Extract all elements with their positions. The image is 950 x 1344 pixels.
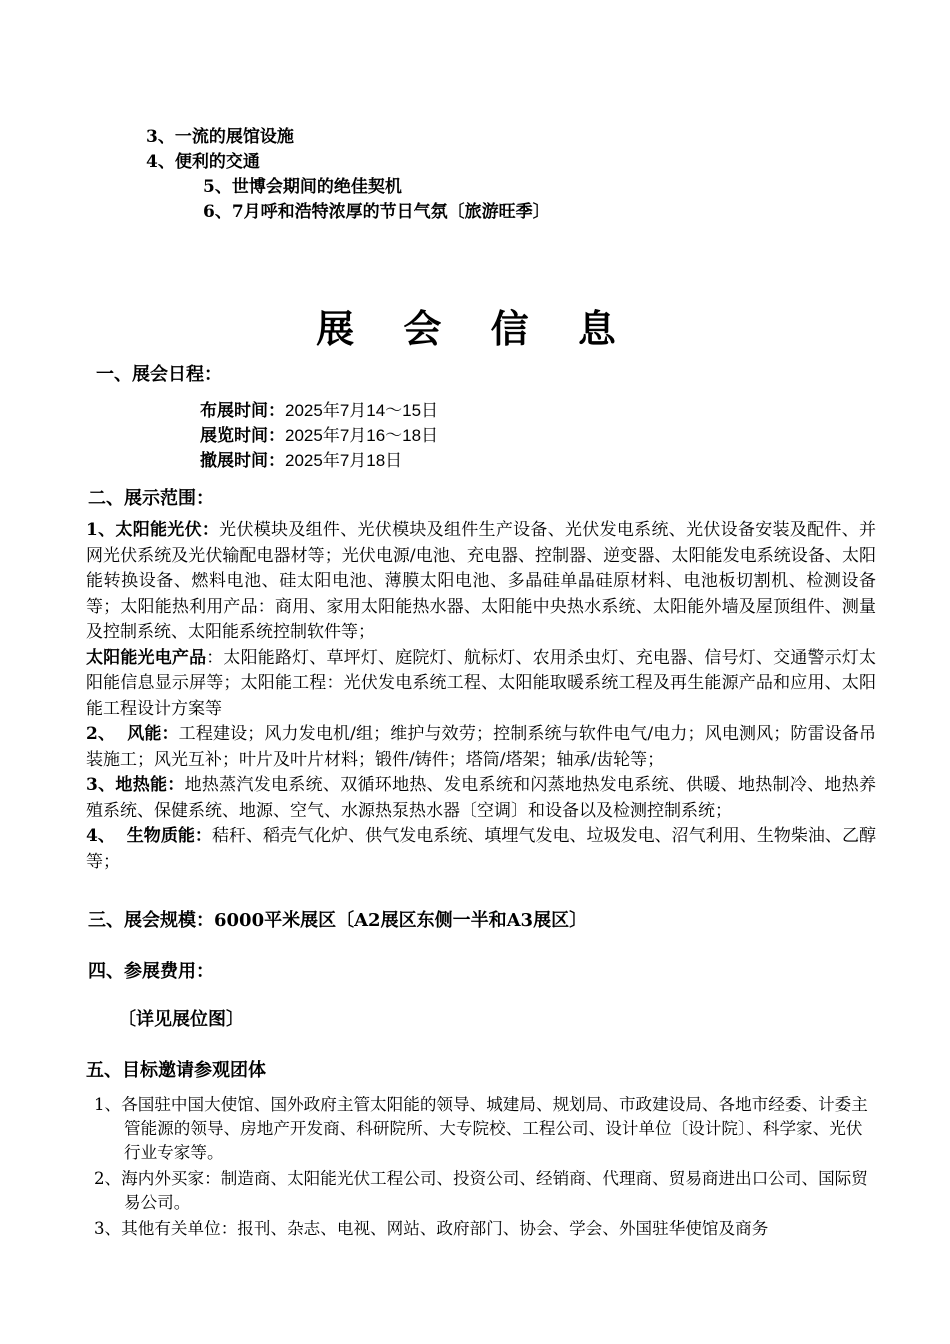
schedule-label: 展览时间：: [200, 426, 285, 446]
scope-label: 2、 风能：: [86, 724, 179, 744]
list-item: 1、各国驻中国大使馆、国外政府主管太阳能的领导、城建局、规划局、市政建设局、各地市经委、计委主管能源的领导、房地产开发商、科研院所、大专院校、工程公司、设计单位〔设计院〕、科学家、光伏行业专家等。: [94, 1095, 868, 1162]
scope-text: 地热蒸汽发电系统、双循环地热、发电系统和闪蒸地热发电系统、供暖、地热制冷、地热养殖系统、保健系统、地源、空气、水源热泵热水器〔空调〕和设备以及检测控制系统；: [86, 775, 876, 821]
schedule-value: 2025年7月16～18日: [285, 426, 439, 445]
schedule-row-teardown: [200, 446, 402, 471]
section-heading-scope: 二、展示范围：: [88, 488, 214, 509]
scope-label: 1、太阳能光伏：: [86, 520, 220, 540]
scope-paragraph-wind: [86, 722, 876, 773]
schedule-value: 2025年7月18日: [285, 451, 403, 470]
visitor-list: [86, 1093, 876, 1243]
section-heading-fees: 四、参展费用：: [88, 961, 214, 982]
section-heading-visitors: 五、目标邀请参观团体: [86, 1060, 266, 1081]
scope-paragraph-biomass: [86, 824, 876, 875]
scope-paragraph-geothermal: [86, 773, 876, 824]
list-item: 3、其他有关单位：报刊、杂志、电视、网站、政府部门、协会、学会、外国驻华使馆及商务: [94, 1219, 769, 1238]
section-heading-scale: 三、展会规模：6000平米展区〔A2展区东侧一半和A3展区〕: [88, 910, 588, 931]
fees-note: 〔详见展位图〕: [118, 1009, 244, 1030]
scope-paragraph-group: [86, 518, 876, 875]
scope-text: 工程建设；风力发电机/组；维护与效劳；控制系统与软件电气/电力；风电测风；防雷设备吊装施工；风光互补；叶片及叶片材料；锻件/铸件；塔筒/塔架；轴承/齿轮等；: [86, 724, 876, 770]
list-item: 5、世博会期间的绝佳契机: [203, 177, 402, 197]
list-item: 3、一流的展馆设施: [146, 127, 294, 147]
list-item: 4、便利的交通: [146, 152, 260, 172]
schedule-row-setup: [200, 396, 438, 421]
scope-paragraph-solar-products: [86, 646, 876, 723]
scope-paragraph-solar-pv: [86, 518, 876, 646]
scope-label: 太阳能光电产品: [86, 647, 207, 668]
scope-text: 光伏模块及组件、光伏模块及组件生产设备、光伏发电系统、光伏设备安装及配件、并网光伏系统及光伏输配电器材等；光伏电源/电池、充电器、控制器、逆变器、太阳能发电系统设备、太阳能转换设备、燃料电池、硅太阳电池、薄膜太阳电池、多晶硅单晶硅原材料、电池板切割机、检测设备等；太阳能热利用产品：商用、家用太阳能热水器、太阳能中央热水系统、太阳能外墙及屋顶组件、测量及控制系统、太阳能系统控制软件等；: [86, 520, 876, 642]
scope-label: 3、地热能：: [86, 775, 185, 795]
scope-text: ：太阳能路灯、草坪灯、庭院灯、航标灯、农用杀虫灯、充电器、信号灯、交通警示灯太阳能信息显示屏等；太阳能工程：光伏发电系统工程、太阳能取暖系统工程及再生能源产品和应用、太阳能工程设计方案等: [86, 647, 877, 719]
scope-label: 4、 生物质能：: [86, 826, 212, 846]
scope-text: 秸秆、稻壳气化炉、供气发电系统、填埋气发电、垃圾发电、沼气利用、生物柴油、乙醇等；: [86, 826, 876, 872]
section-heading-schedule: 一、展会日程：: [96, 364, 222, 385]
schedule-label: 撤展时间：: [200, 451, 285, 471]
schedule-value: 2025年7月14～15日: [285, 401, 439, 420]
schedule-label: 布展时间：: [200, 401, 285, 421]
list-item: 6、7月呼和浩特浓厚的节日气氛〔旅游旺季〕: [203, 202, 550, 222]
schedule-row-exhibit: [200, 421, 438, 446]
page-title: 展 会 信 息: [316, 306, 634, 351]
list-item: 2、海内外买家：制造商、太阳能光伏工程公司、投资公司、经销商、代理商、贸易商进出口公司、国际贸易公司。: [94, 1169, 868, 1212]
